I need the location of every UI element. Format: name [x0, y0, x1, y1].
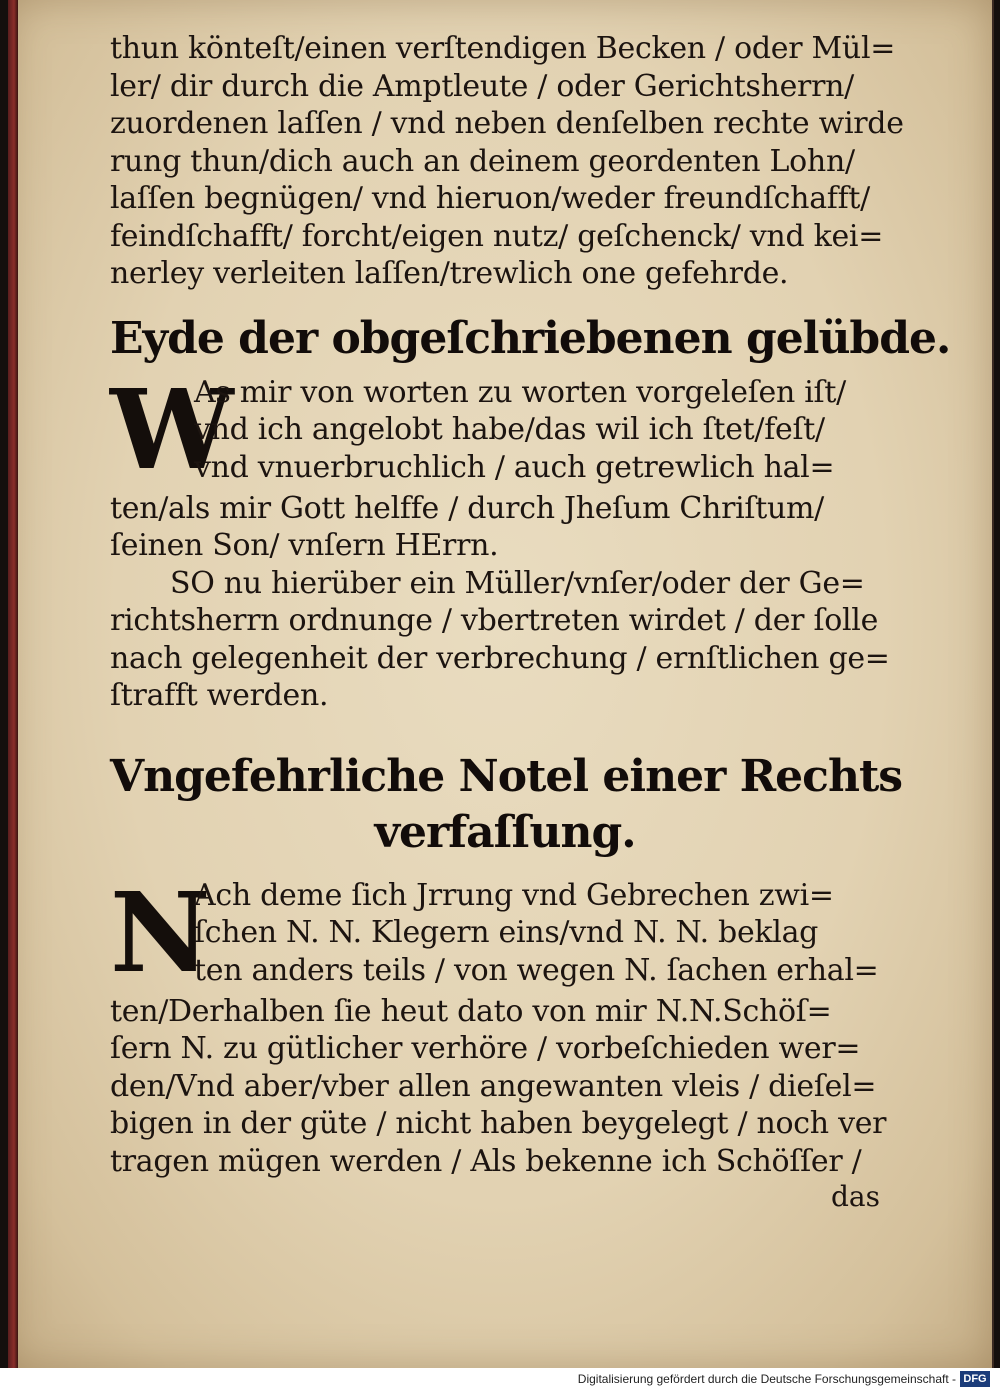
section-heading-notel-continued: verfaſſung. [374, 806, 636, 858]
text-line: vnd ich angelobt habe/das wil ich ſtet/feſt/ [194, 412, 825, 447]
digitization-credit: Digitalisierung gefördert durch die Deutsche Forschungsgemeinschaft - [577, 1372, 956, 1386]
text-line: thun könteſt/einen verſtendigen Becken / oder Mül= [110, 31, 896, 66]
page-text [110, 30, 951, 1214]
section-heading-oath: Eyde der obgeſchriebenen gelübde. [110, 312, 951, 364]
text-line: ſchen N. N. Klegern eins/vnd N. N. beklag [194, 915, 819, 950]
decorated-initial: N [110, 867, 211, 997]
text-line: den/Vnd aber/vber allen angewanten vleis / dieſel= [110, 1068, 877, 1104]
text-line: ten/Derhalben ſie heut dato von mir N.N.Schöſ= [110, 993, 832, 1029]
decorated-initial: W [110, 364, 234, 494]
text-line: ſern N. zu gütlicher verhöre / vorbeſchieden wer= [110, 1031, 861, 1066]
section-heading-notel: Vngefehrliche Notel einer Rechts [110, 750, 903, 802]
text-line: zuordenen laſſen / vnd neben denſelben rechte wirde [110, 106, 904, 141]
text-line: rung thun/dich auch an deinem geordenten Lohn/ [110, 143, 855, 179]
text-line: ten anders teils / von wegen N. ſachen erhal= [194, 952, 879, 988]
text-line: ten/als mir Gott helffe / durch Jheſum Chriſtum/ [110, 490, 824, 526]
text-line: bigen in der güte / nicht haben beygelegt / noch ver [110, 1106, 887, 1141]
catchword: das [831, 1180, 880, 1213]
text-line: richtsherrn ordnunge / vbertreten wirdet / der ſolle [110, 603, 879, 638]
text-line: feindſchafft/ forcht/eigen nutz/ geſchenck/ vnd kei= [110, 218, 884, 254]
text-line: ler/ dir durch die Amptleute / oder Gerichtsherrn/ [110, 68, 854, 104]
text-line: nerley verleiten laſſen/trewlich one gefehrde. [110, 256, 789, 291]
text-line: ſtrafft werden. [110, 678, 329, 713]
verdict-paragraph [110, 867, 900, 1181]
penalty-paragraph [110, 565, 900, 715]
book-spine [8, 0, 18, 1368]
opening-paragraph [110, 30, 904, 293]
text-line: laſſen begnügen/ vnd hieruon/weder freundſchafft/ [110, 181, 870, 216]
text-line: nach gelegenheit der verbrechung / ernſtlichen ge= [110, 640, 890, 676]
oath-paragraph [110, 364, 900, 565]
text-line: tragen mügen werden / Als bekenne ich Schöſſer / [110, 1143, 862, 1179]
text-line: As mir von worten zu worten vorgeleſen iſt/ [194, 374, 846, 410]
text-line: ſeinen Son/ vnſern HErrn. [110, 528, 499, 563]
text-line: SO nu hierüber ein Müller/vnſer/oder der Ge= [170, 565, 865, 601]
text-line: Ach deme ſich Jrrung vnd Gebrechen zwi= [194, 877, 834, 913]
text-line: vnd vnuerbruchlich / auch getrewlich hal= [194, 449, 835, 485]
dfg-logo-icon: DFG [960, 1371, 990, 1387]
